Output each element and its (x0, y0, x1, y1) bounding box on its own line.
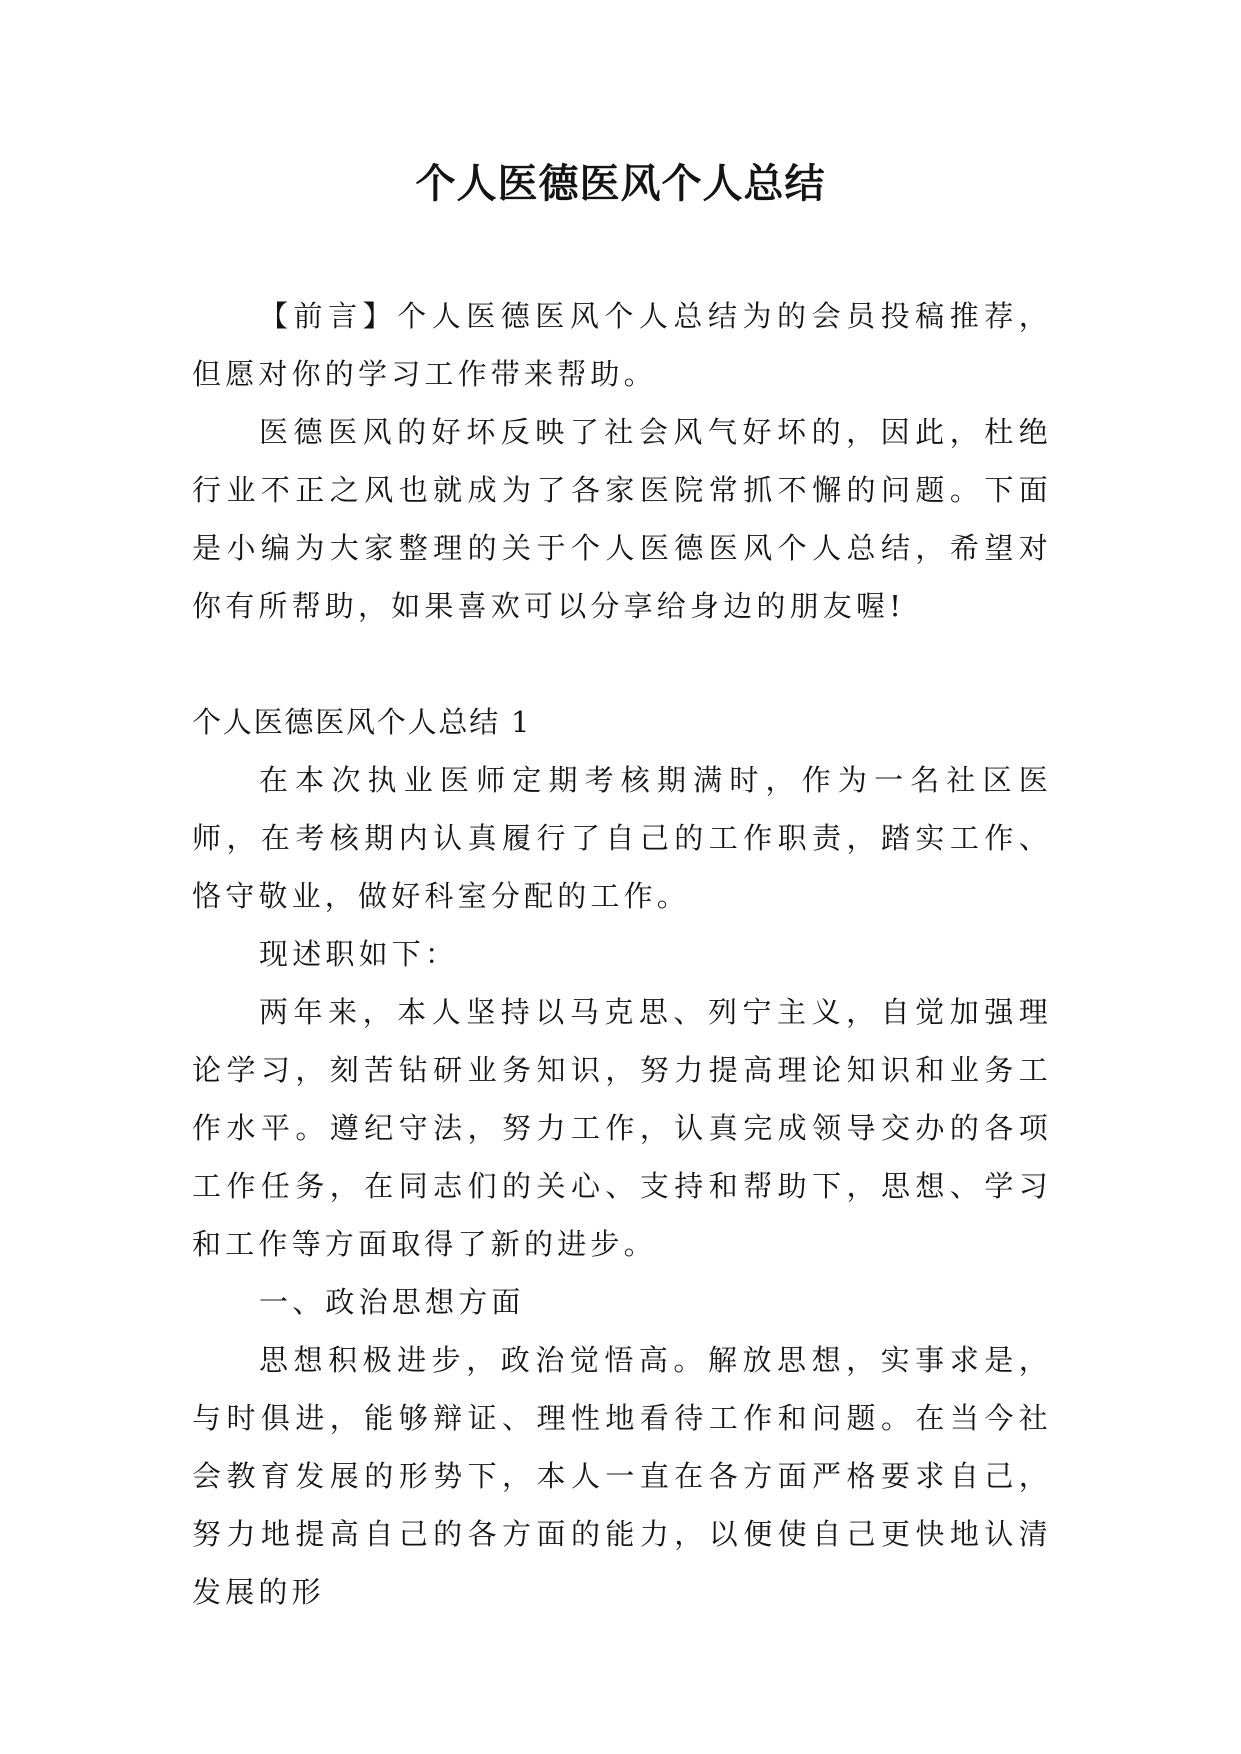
document-body (192, 287, 1052, 1621)
body-paragraph: 两年来，本人坚持以马克思、列宁主义，自觉加强理论学习，刻苦钻研业务知识，努力提高理论知识和业务工作水平。遵纪守法，努力工作，认真完成领导交办的各项工作任务，在同志们的关心、支持和帮助下，思想、学习和工作等方面取得了新的进步。 (192, 995, 1052, 1261)
preface-paragraph: 【前言】个人医德医风个人总结为的会员投稿推荐，但愿对你的学习工作带来帮助。 (192, 299, 1052, 391)
body-paragraph: 在本次执业医师定期考核期满时，作为一名社区医师，在考核期内认真履行了自己的工作职责，踏实工作、恪守敬业，做好科室分配的工作。 (192, 763, 1052, 913)
body-paragraph: 思想积极进步，政治觉悟高。解放思想，实事求是，与时俱进，能够辩证、理性地看待工作和问题。在当今社会教育发展的形势下，本人一直在各方面严格要求自己，努力地提高自己的各方面的能力，以便使自己更快地认清发展的形 (192, 1343, 1052, 1609)
document-title: 个人医德医风个人总结 (415, 160, 826, 207)
intro-paragraph: 医德医风的好坏反映了社会风气好坏的，因此，杜绝行业不正之风也就成为了各家医院常抓不懈的问题。下面是小编为大家整理的关于个人医德医风个人总结，希望对你有所帮助，如果喜欢可以分享给身边的朋友喔! (192, 415, 1052, 623)
section-heading: 个人医德医风个人总结 1 (192, 705, 532, 739)
section-spacer (192, 635, 1052, 693)
body-paragraph: 现述职如下： (259, 937, 459, 971)
subsection-heading: 一、政治思想方面 (259, 1285, 525, 1319)
